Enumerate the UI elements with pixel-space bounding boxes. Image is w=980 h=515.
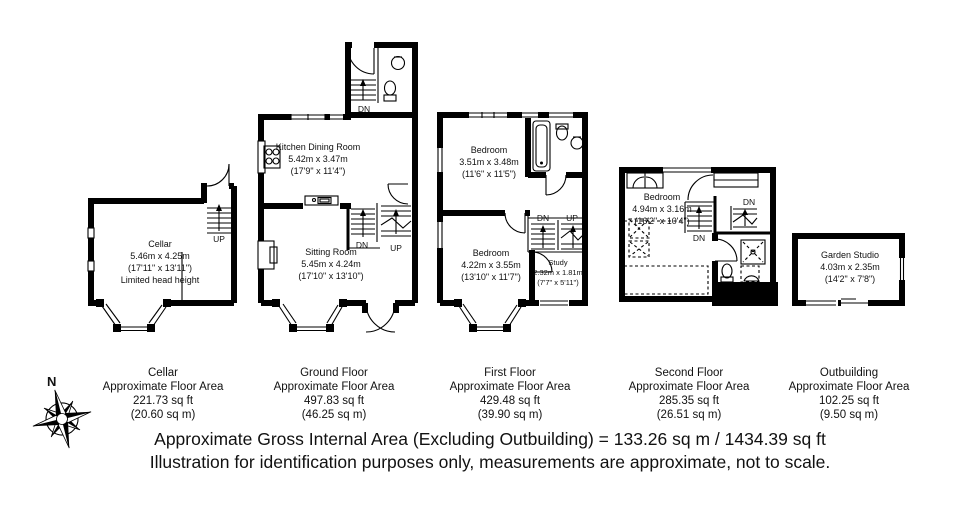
room-dim-m: 5.42m x 3.47m	[288, 154, 348, 164]
floor-area-label: Approximate Floor Area	[628, 381, 750, 393]
kitchen-door-arc	[388, 184, 408, 204]
footer-disclaimer: Illustration for identification purposes only, measurements are approximate, not to scale.	[149, 452, 831, 472]
floor-caption-second	[629, 366, 750, 422]
floor-name: Cellar	[147, 367, 179, 379]
ground-floor-plan	[258, 42, 415, 332]
floor-area-sqft: 497.83 sq ft	[303, 395, 365, 407]
floor-name: First Floor	[484, 367, 536, 379]
bed-outline	[624, 266, 708, 294]
floor-name: Outbuilding	[819, 367, 879, 379]
floor-area-label: Approximate Floor Area	[449, 381, 571, 393]
room-label-bedroom1	[459, 144, 519, 180]
room-dim-m: 4.94m x 3.16m	[632, 204, 692, 214]
floor-area-sqft: 221.73 sq ft	[132, 395, 194, 407]
wc-toilet-icon	[384, 81, 396, 101]
bathroom-toilet-icon	[556, 124, 568, 140]
floor-caption-first	[450, 366, 571, 422]
bath-icon	[533, 121, 550, 171]
room-name: Cellar	[148, 239, 172, 249]
room-label-bedroom2	[461, 247, 521, 283]
stair-label-up: UP	[213, 234, 225, 244]
floor-area-sqm: (9.50 sq m)	[819, 409, 879, 421]
room-name: Bedroom	[470, 145, 508, 155]
room-dim-m: 5.45m x 4.24m	[301, 259, 361, 269]
second-toilet-icon	[721, 264, 733, 282]
room-label-garden-studio	[820, 249, 880, 285]
stair-label-dn: DN	[536, 213, 550, 223]
room-dim-ft: (7'7" x 5'11")	[537, 278, 579, 287]
stair-label-up: UP	[566, 213, 578, 223]
room-name: Sitting Room	[305, 247, 357, 257]
floor-name: Ground Floor	[300, 367, 368, 379]
room-label-sitting	[298, 246, 363, 282]
cellar-door-arc	[207, 164, 229, 186]
room-name: Garden Studio	[820, 250, 880, 260]
room-dim-m: 5.46m x 4.25m	[130, 251, 190, 261]
back-door-arc	[348, 48, 374, 74]
room-dim-ft: (11'6" x 11'5")	[461, 169, 517, 179]
cellar-stairs-up	[207, 204, 231, 233]
room-name: Kitchen Dining Room	[275, 142, 361, 152]
floor-name: Second Floor	[654, 367, 724, 379]
floor-area-label: Approximate Floor Area	[788, 381, 910, 393]
floor-caption-cellar	[103, 366, 224, 422]
room-label-cellar	[121, 238, 200, 286]
floor-area-sqft: 102.25 sq ft	[818, 395, 880, 407]
room-name: Study	[548, 258, 568, 267]
room-name: Bedroom	[643, 192, 681, 202]
compass-north-label: N	[47, 374, 57, 389]
room-label-kitchen	[276, 141, 361, 177]
ground-stairs-dn	[351, 209, 375, 237]
floor-area-sqft: 285.35 sq ft	[658, 395, 720, 407]
floor-area-label: Approximate Floor Area	[102, 381, 224, 393]
footer-gross-area: Approximate Gross Internal Area (Excluding Outbuilding) = 133.26 sq m / 1434.39 sq ft	[154, 429, 826, 449]
floor-area-sqft: 429.48 sq ft	[479, 395, 541, 407]
stair-label-dn: DN	[357, 104, 371, 114]
front-door-arc	[362, 303, 399, 332]
second-sink-icon	[741, 266, 759, 282]
room-dim-m: 3.51m x 3.48m	[459, 157, 519, 167]
floor-area-sqm: (20.60 sq m)	[130, 409, 196, 421]
ground-stairs-up	[381, 206, 411, 236]
floor-caption-ground	[274, 366, 395, 422]
first-stairs-up	[561, 224, 585, 249]
kitchen-sink-icon	[305, 196, 338, 205]
room-dim-m: 4.22m x 3.55m	[461, 260, 521, 270]
cellar-bay-window	[96, 299, 171, 332]
room-name: Bedroom	[472, 248, 510, 258]
floor-caption-outbuilding	[789, 366, 910, 422]
bathroom-door-arc	[546, 175, 566, 195]
room-label-bedroom3	[632, 191, 692, 227]
ground-bay-window	[272, 299, 347, 332]
room-dim-m: 2.32m x 1.81m	[533, 268, 583, 277]
room-dim-ft: (17'10" x 13'10")	[298, 271, 364, 281]
ground-rear-stairs-dn	[351, 79, 376, 100]
floor-area-sqm: (46.25 sq m)	[301, 409, 367, 421]
stair-label-up: UP	[390, 243, 402, 253]
second-stairs-dn-right	[733, 209, 757, 227]
bedroom2-door-arc	[505, 213, 525, 233]
room-dim-m: 4.03m x 2.35m	[820, 262, 880, 272]
floor-area-sqm: (39.90 sq m)	[477, 409, 543, 421]
floor-area-label: Approximate Floor Area	[273, 381, 395, 393]
room-dim-ft: (16'2" x 10'4")	[634, 216, 690, 226]
floor-area-sqm: (26.51 sq m)	[656, 409, 722, 421]
room-dim-ft: (13'10" x 11'7")	[461, 272, 521, 282]
wc-sink-icon	[392, 57, 405, 70]
room-dim-ft: (17'9" x 11'4")	[290, 166, 346, 176]
room-dim-ft: (14'2" x 7'8")	[824, 274, 876, 284]
first-stairs-dn	[531, 224, 555, 249]
room-label-study	[533, 258, 583, 288]
bathroom-sink-icon	[571, 137, 583, 149]
stair-label-dn: DN	[692, 233, 706, 243]
shower-icon	[741, 240, 765, 264]
stair-label-dn: DN	[355, 240, 369, 250]
room-note: Limited head height	[120, 275, 200, 285]
shower-room-door-arc	[715, 239, 737, 261]
first-bay-window	[454, 299, 526, 332]
room-dim-ft: (17'11" x 13'11")	[127, 263, 193, 273]
stair-label-dn: DN	[742, 197, 756, 207]
